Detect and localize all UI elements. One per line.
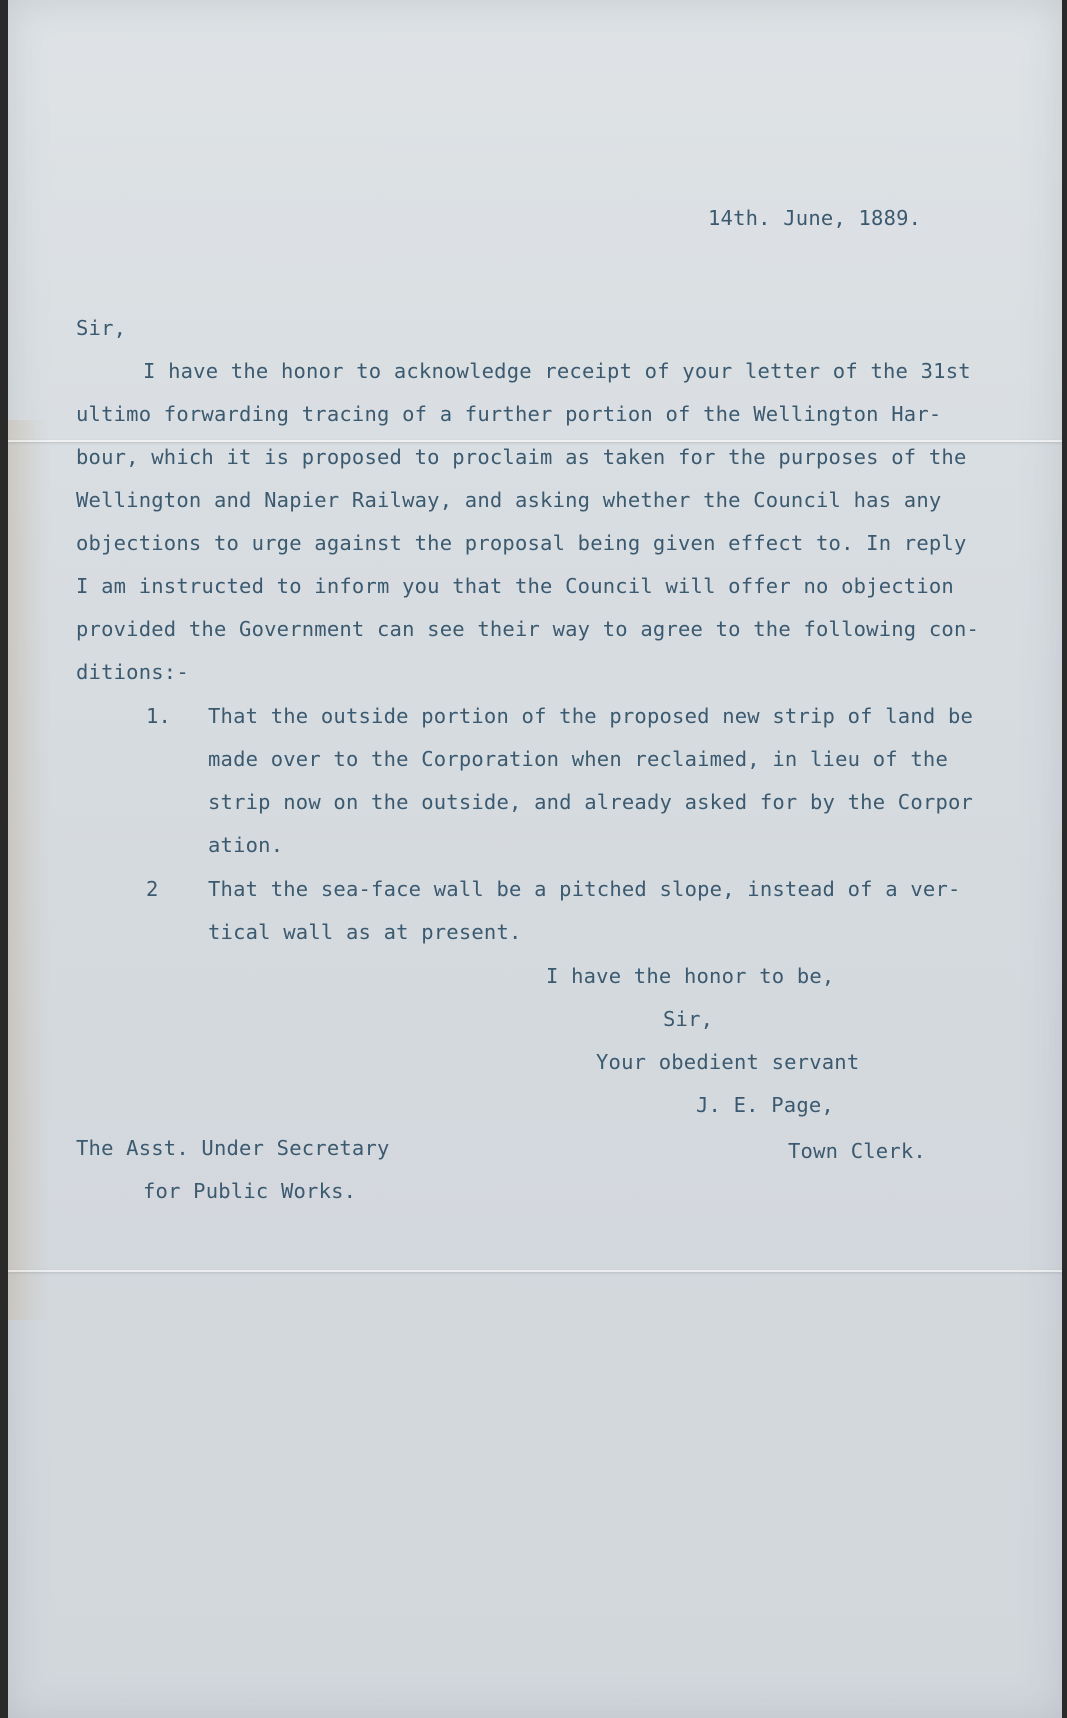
body-line: ultimo forwarding tracing of a further portion of the Wellington Har- (76, 402, 942, 426)
body-line: ditions:- (76, 660, 189, 684)
body-line: objections to urge against the proposal being given effect to. In reply (76, 531, 967, 555)
condition-line: tical wall as at present. (208, 920, 522, 944)
body-line: provided the Government can see their way to agree to the following con- (76, 617, 980, 641)
signatory-title: Town Clerk. (788, 1139, 926, 1163)
salutation: Sir, (76, 316, 127, 340)
condition-line: That the sea-face wall be a pitched slope, instead of a ver- (208, 877, 961, 901)
letter-page (8, 0, 1062, 1718)
condition-number: 2 (146, 877, 159, 901)
closing-line: Sir, (663, 1007, 714, 1031)
body-line: I have the honor to acknowledge receipt of your letter of the 31st (143, 359, 971, 383)
letter-date: 14th. June, 1889. (708, 206, 922, 230)
closing-line: Your obedient servant (596, 1050, 860, 1074)
paper-stain (8, 420, 48, 1320)
addressee-line: for Public Works. (143, 1179, 357, 1203)
condition-line: That the outside portion of the proposed new strip of land be (208, 704, 974, 728)
condition-line: ation. (208, 833, 284, 857)
body-line: Wellington and Napier Railway, and asking whether the Council has any (76, 488, 942, 512)
condition-line: made over to the Corporation when reclaimed, in lieu of the (208, 747, 948, 771)
body-line: I am instructed to inform you that the Council will offer no objection (76, 574, 954, 598)
body-line: bour, which it is proposed to proclaim as taken for the purposes of the (76, 445, 967, 469)
condition-number: 1. (146, 704, 172, 728)
closing-line: I have the honor to be, (546, 964, 835, 988)
paper-fold (8, 1270, 1062, 1272)
signature: J. E. Page, (696, 1093, 834, 1117)
condition-line: strip now on the outside, and already asked for by the Corpor (208, 790, 974, 814)
addressee-line: The Asst. Under Secretary (76, 1136, 390, 1160)
